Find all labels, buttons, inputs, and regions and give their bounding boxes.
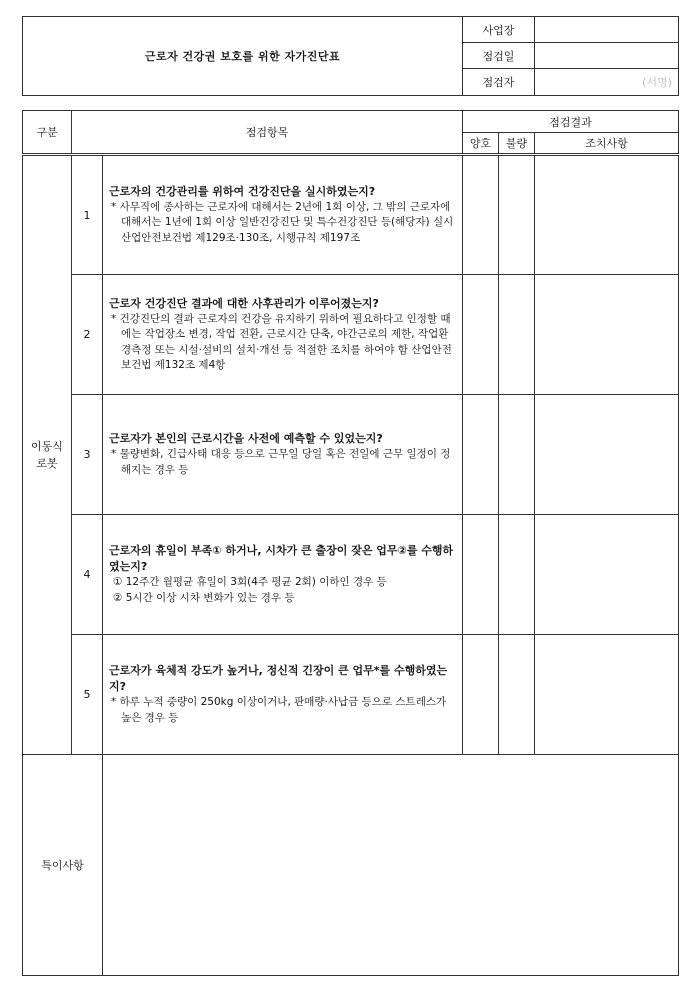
table-row <box>23 275 679 395</box>
item-number: 1 <box>72 155 103 275</box>
table-row <box>23 515 679 635</box>
category-cell <box>23 155 72 755</box>
action-cell[interactable] <box>535 275 679 395</box>
check-item <box>103 155 463 275</box>
inspection-date-field[interactable] <box>535 43 679 69</box>
item-number: 5 <box>72 635 103 755</box>
item-note: * 건강진단의 결과 근로자의 건강을 유지하기 위하여 필요하다고 인정할 때에는 작업장소 변경, 작업 전환, 근로시간 단축, 야간근로의 제한, 작업환경측정 또는 시설·설비의 설치·개선 등 적절한 조치를 하여야 함 산업안전보건법 제132조 제4항 <box>111 312 452 371</box>
category-header: 구분 <box>23 111 72 155</box>
item-question: 근로자가 본인의 근로시간을 사전에 예측할 수 있었는지? <box>109 432 383 445</box>
item-number: 2 <box>72 275 103 395</box>
check-item <box>103 515 463 635</box>
item-question: 근로자가 육체적 강도가 높거나, 정신적 긴장이 큰 업무*를 수행하였는지? <box>109 664 448 693</box>
remarks-label: 특이사항 <box>23 755 103 976</box>
action-cell[interactable] <box>535 635 679 755</box>
category-label: 이동식 로봇 <box>31 440 63 470</box>
remarks-field[interactable] <box>103 755 679 976</box>
table-row <box>23 155 679 275</box>
table-row <box>23 395 679 515</box>
page-title: 근로자 건강권 보호를 위한 자가진단표 <box>23 17 463 96</box>
good-checkbox-cell[interactable] <box>463 395 499 515</box>
action-cell[interactable] <box>535 515 679 635</box>
bad-checkbox-cell[interactable] <box>499 515 535 635</box>
workplace-label: 사업장 <box>463 17 535 43</box>
workplace-field[interactable] <box>535 17 679 43</box>
action-cell[interactable] <box>535 155 679 275</box>
remarks-row <box>23 755 679 976</box>
bad-checkbox-cell[interactable] <box>499 395 535 515</box>
header-table <box>22 16 679 96</box>
inspector-label: 점검자 <box>463 69 535 96</box>
check-item <box>103 275 463 395</box>
item-number: 3 <box>72 395 103 515</box>
good-checkbox-cell[interactable] <box>463 155 499 275</box>
action-cell[interactable] <box>535 395 679 515</box>
result-header: 점검결과 <box>463 111 679 133</box>
check-item <box>103 635 463 755</box>
inspection-date-label: 점검일 <box>463 43 535 69</box>
good-header: 양호 <box>463 133 499 155</box>
item-note: * 하루 누적 중량이 250kg 이상이거나, 판매량·사납금 등으로 스트레스가 높은 경우 등 <box>111 696 447 724</box>
action-header: 조치사항 <box>535 133 679 155</box>
good-checkbox-cell[interactable] <box>463 635 499 755</box>
item-note: * 물량변화, 긴급사태 대응 등으로 근무일 당일 혹은 전일에 근무 일정이 정해지는 경우 등 <box>111 448 451 476</box>
bad-header: 불량 <box>499 133 535 155</box>
good-checkbox-cell[interactable] <box>463 275 499 395</box>
item-question: 근로자의 건강관리를 위하여 건강진단을 실시하였는지? <box>109 184 376 198</box>
item-note: ① 12주간 월평균 휴일이 3회(4주 평균 2회) 이하인 경우 등 <box>113 576 387 588</box>
bad-checkbox-cell[interactable] <box>499 155 535 275</box>
item-note: * 사무직에 종사하는 근로자에 대해서는 2년에 1회 이상, 그 밖의 근로자에 대해서는 1년에 1회 이상 일반건강진단 및 특수건강진단 등(해당자) 실시 산업안전보건법 제129조·130조, 시행규칙 제197조 <box>111 200 454 244</box>
item-question: 근로자 건강진단 결과에 대한 사후관리가 이루어졌는지? <box>109 296 379 310</box>
inspector-signature-field[interactable]: (서명) <box>535 69 679 96</box>
check-item <box>103 395 463 515</box>
item-note: ② 5시간 이상 시차 변화가 있는 경우 등 <box>113 591 295 604</box>
item-number: 4 <box>72 515 103 635</box>
table-row <box>23 635 679 755</box>
item-question: 근로자의 휴일이 부족① 하거나, 시차가 큰 출장이 잦은 업무②를 수행하였는지? <box>109 544 454 573</box>
checklist-table <box>22 110 679 976</box>
item-header: 점검항목 <box>72 111 463 155</box>
bad-checkbox-cell[interactable] <box>499 635 535 755</box>
bad-checkbox-cell[interactable] <box>499 275 535 395</box>
good-checkbox-cell[interactable] <box>463 515 499 635</box>
